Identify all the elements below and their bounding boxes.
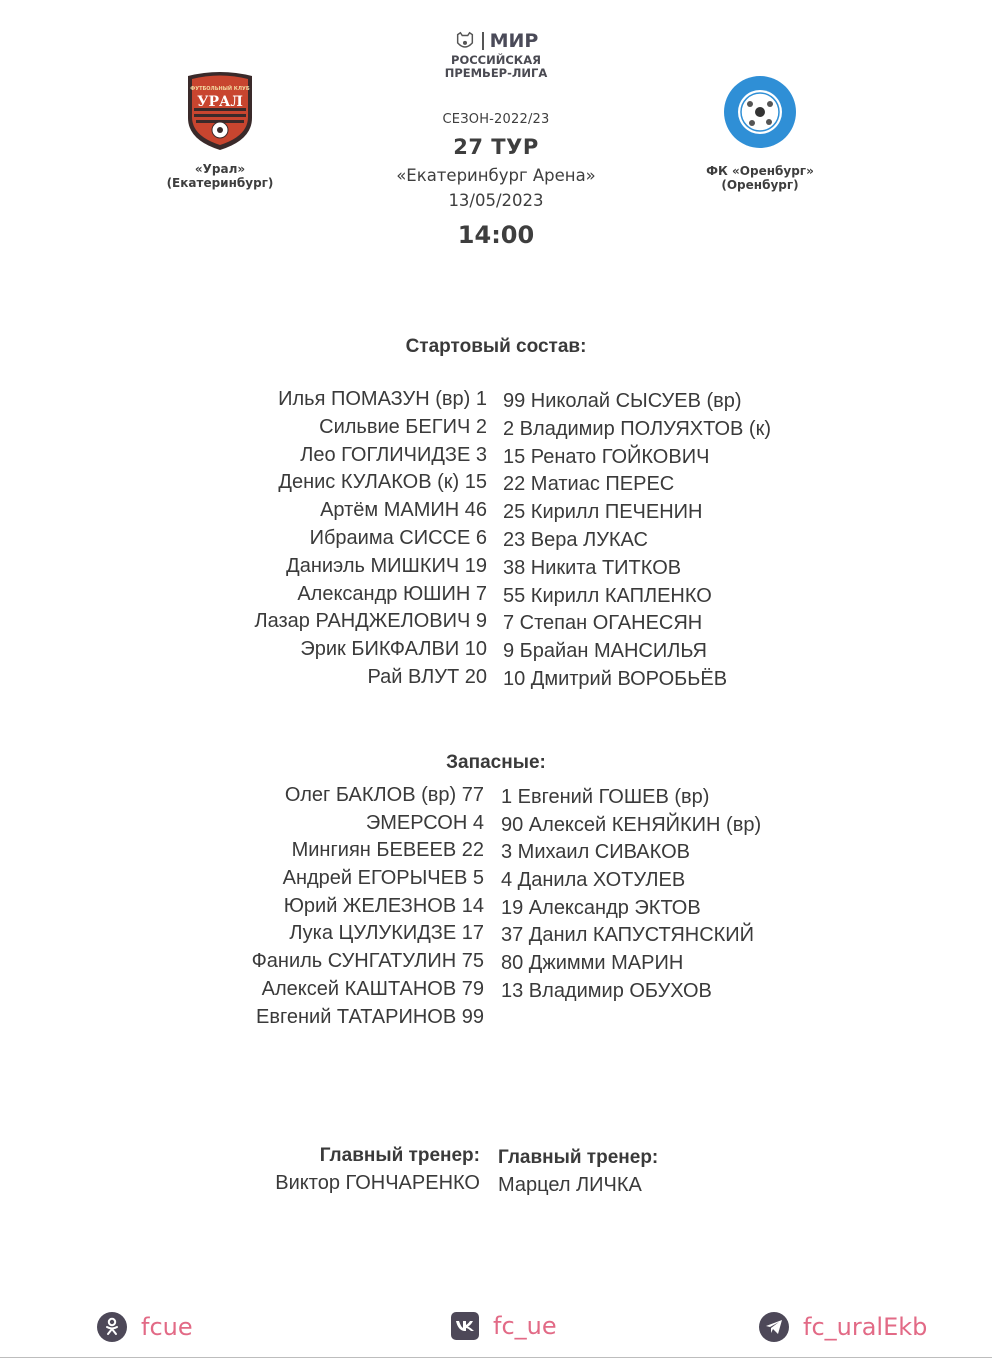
player-row: Лука ЦУЛУКИДЗЕ 17: [289, 922, 484, 945]
player-row: 37 Данил КАПУСТЯНСКИЙ: [501, 924, 755, 947]
telegram-icon: [759, 1312, 789, 1342]
away-team-city: (Оренбург): [721, 178, 799, 192]
league-name-line1: РОССИЙСКАЯ: [451, 53, 541, 67]
footer-divider: [0, 1357, 992, 1358]
away-subs-list: [501, 784, 761, 1006]
player-row: Мингиян БЕВЕЕВ 22: [291, 839, 484, 862]
player-row: Фаниль СУНГАТУЛИН 75: [251, 950, 484, 973]
stadium: «Екатеринбург Арена»: [396, 166, 596, 185]
player-row: 22 Матиас ПЕРЕС: [503, 473, 675, 496]
player-row: 3 Михаил СИВАКОВ: [501, 841, 690, 864]
social-vk[interactable]: [451, 1312, 557, 1340]
player-row: Ибраима СИССЕ 6: [309, 526, 487, 549]
player-row: 1 Евгений ГОШЕВ (вр): [501, 786, 710, 808]
social-handle[interactable]: fc_uralEkb: [803, 1313, 928, 1341]
substitutes-title: Запасные:: [446, 752, 546, 773]
social-odnoklassniki[interactable]: [97, 1312, 193, 1342]
player-row: Даниэль МИШКИЧ 19: [286, 554, 487, 577]
social-telegram[interactable]: [759, 1312, 927, 1342]
away-team: [690, 70, 830, 192]
home-coach-name: Виктор ГОНЧАРЕНКО: [275, 1172, 480, 1194]
home-coach-label: Главный тренер:: [319, 1145, 480, 1166]
player-row: Артём МАМИН 46: [320, 499, 487, 522]
odnoklassniki-icon: [97, 1312, 127, 1342]
away-starting-list: [503, 388, 771, 694]
away-coach-label: Главный тренер:: [498, 1147, 659, 1168]
player-row: 23 Вера ЛУКАС: [503, 528, 648, 551]
home-team: [145, 70, 295, 190]
player-row: 9 Брайан МАНСИЛЬЯ: [503, 640, 708, 663]
player-row: Евгений ТАТАРИНОВ 99: [256, 1005, 484, 1028]
player-row: Денис КУЛАКОВ (к) 15: [278, 471, 487, 494]
vk-icon: [451, 1312, 479, 1340]
player-row: 80 Джимми МАРИН: [501, 952, 684, 975]
player-row: Лео ГОГЛИЧИДЗЕ 3: [300, 443, 487, 466]
season: СЕЗОН-2022/23: [442, 112, 550, 127]
home-starting-list: [254, 386, 487, 692]
svg-text:ФУТБОЛЬНЫЙ КЛУБ: ФУТБОЛЬНЫЙ КЛУБ: [190, 86, 250, 92]
home-team-city: (Екатеринбург): [166, 176, 274, 190]
player-row: 99 Николай СЫСУЕВ (вр): [503, 390, 742, 412]
away-team-name: ФК «Оренбург»: [706, 164, 814, 178]
starting-lineup-title: Стартовый состав:: [405, 336, 587, 357]
player-row: 55 Кирилл КАПЛЕНКО: [503, 584, 712, 607]
logo-separator: [482, 32, 484, 50]
player-row: 2 Владимир ПОЛУЯХТОВ (к): [503, 417, 771, 440]
ural-crest-icon: [184, 70, 256, 152]
match-date: 13/05/2023: [448, 191, 544, 210]
orenburg-crest-icon: [722, 74, 798, 150]
player-row: Сильвие БЕГИЧ 2: [319, 415, 487, 438]
social-handle[interactable]: fc_ue: [493, 1312, 557, 1340]
svg-text:УРАЛ: УРАЛ: [197, 94, 243, 110]
league-brand: МИР: [489, 30, 539, 52]
player-row: Илья ПОМАЗУН (вр) 1: [278, 388, 487, 410]
player-row: Юрий ЖЕЛЕЗНОВ 14: [283, 894, 484, 917]
league-name-line2: ПРЕМЬЕР-ЛИГА: [444, 66, 548, 80]
player-row: Эрик БИКФАЛВИ 10: [300, 638, 487, 661]
home-team-name: «Урал»: [194, 162, 246, 176]
round: 27 ТУР: [453, 135, 539, 159]
social-handle[interactable]: fcue: [141, 1313, 193, 1341]
player-row: 7 Степан ОГАНЕСЯН: [503, 612, 703, 635]
player-row: Лазар РАНДЖЕЛОВИЧ 9: [254, 610, 487, 633]
bear-icon: [454, 30, 476, 52]
player-row: 10 Дмитрий ВОРОБЬЁВ: [503, 667, 728, 690]
player-row: Андрей ЕГОРЫЧЕВ 5: [282, 867, 484, 890]
player-row: Олег БАКЛОВ (вр) 77: [284, 784, 484, 806]
player-row: Алексей КАШТАНОВ 79: [261, 977, 484, 1000]
player-row: 25 Кирилл ПЕЧЕНИН: [503, 501, 703, 524]
player-row: 38 Никита ТИТКОВ: [503, 556, 682, 579]
player-row: 4 Данила ХОТУЛЕВ: [501, 869, 686, 892]
player-row: Рай ВЛУТ 20: [367, 665, 487, 688]
player-row: Александр ЮШИН 7: [297, 582, 487, 605]
home-subs-list: [252, 782, 484, 1031]
away-coach-name: Марцел ЛИЧКА: [498, 1174, 642, 1196]
player-row: 90 Алексей КЕНЯЙКИН (вр): [501, 813, 762, 836]
player-row: 13 Владимир ОБУХОВ: [501, 979, 712, 1002]
player-row: ЭМЕРСОН 4: [365, 811, 484, 834]
player-row: 15 Ренато ГОЙКОВИЧ: [503, 445, 710, 468]
match-time: 14:00: [457, 221, 535, 249]
player-row: 19 Александр ЭКТОВ: [501, 896, 701, 919]
